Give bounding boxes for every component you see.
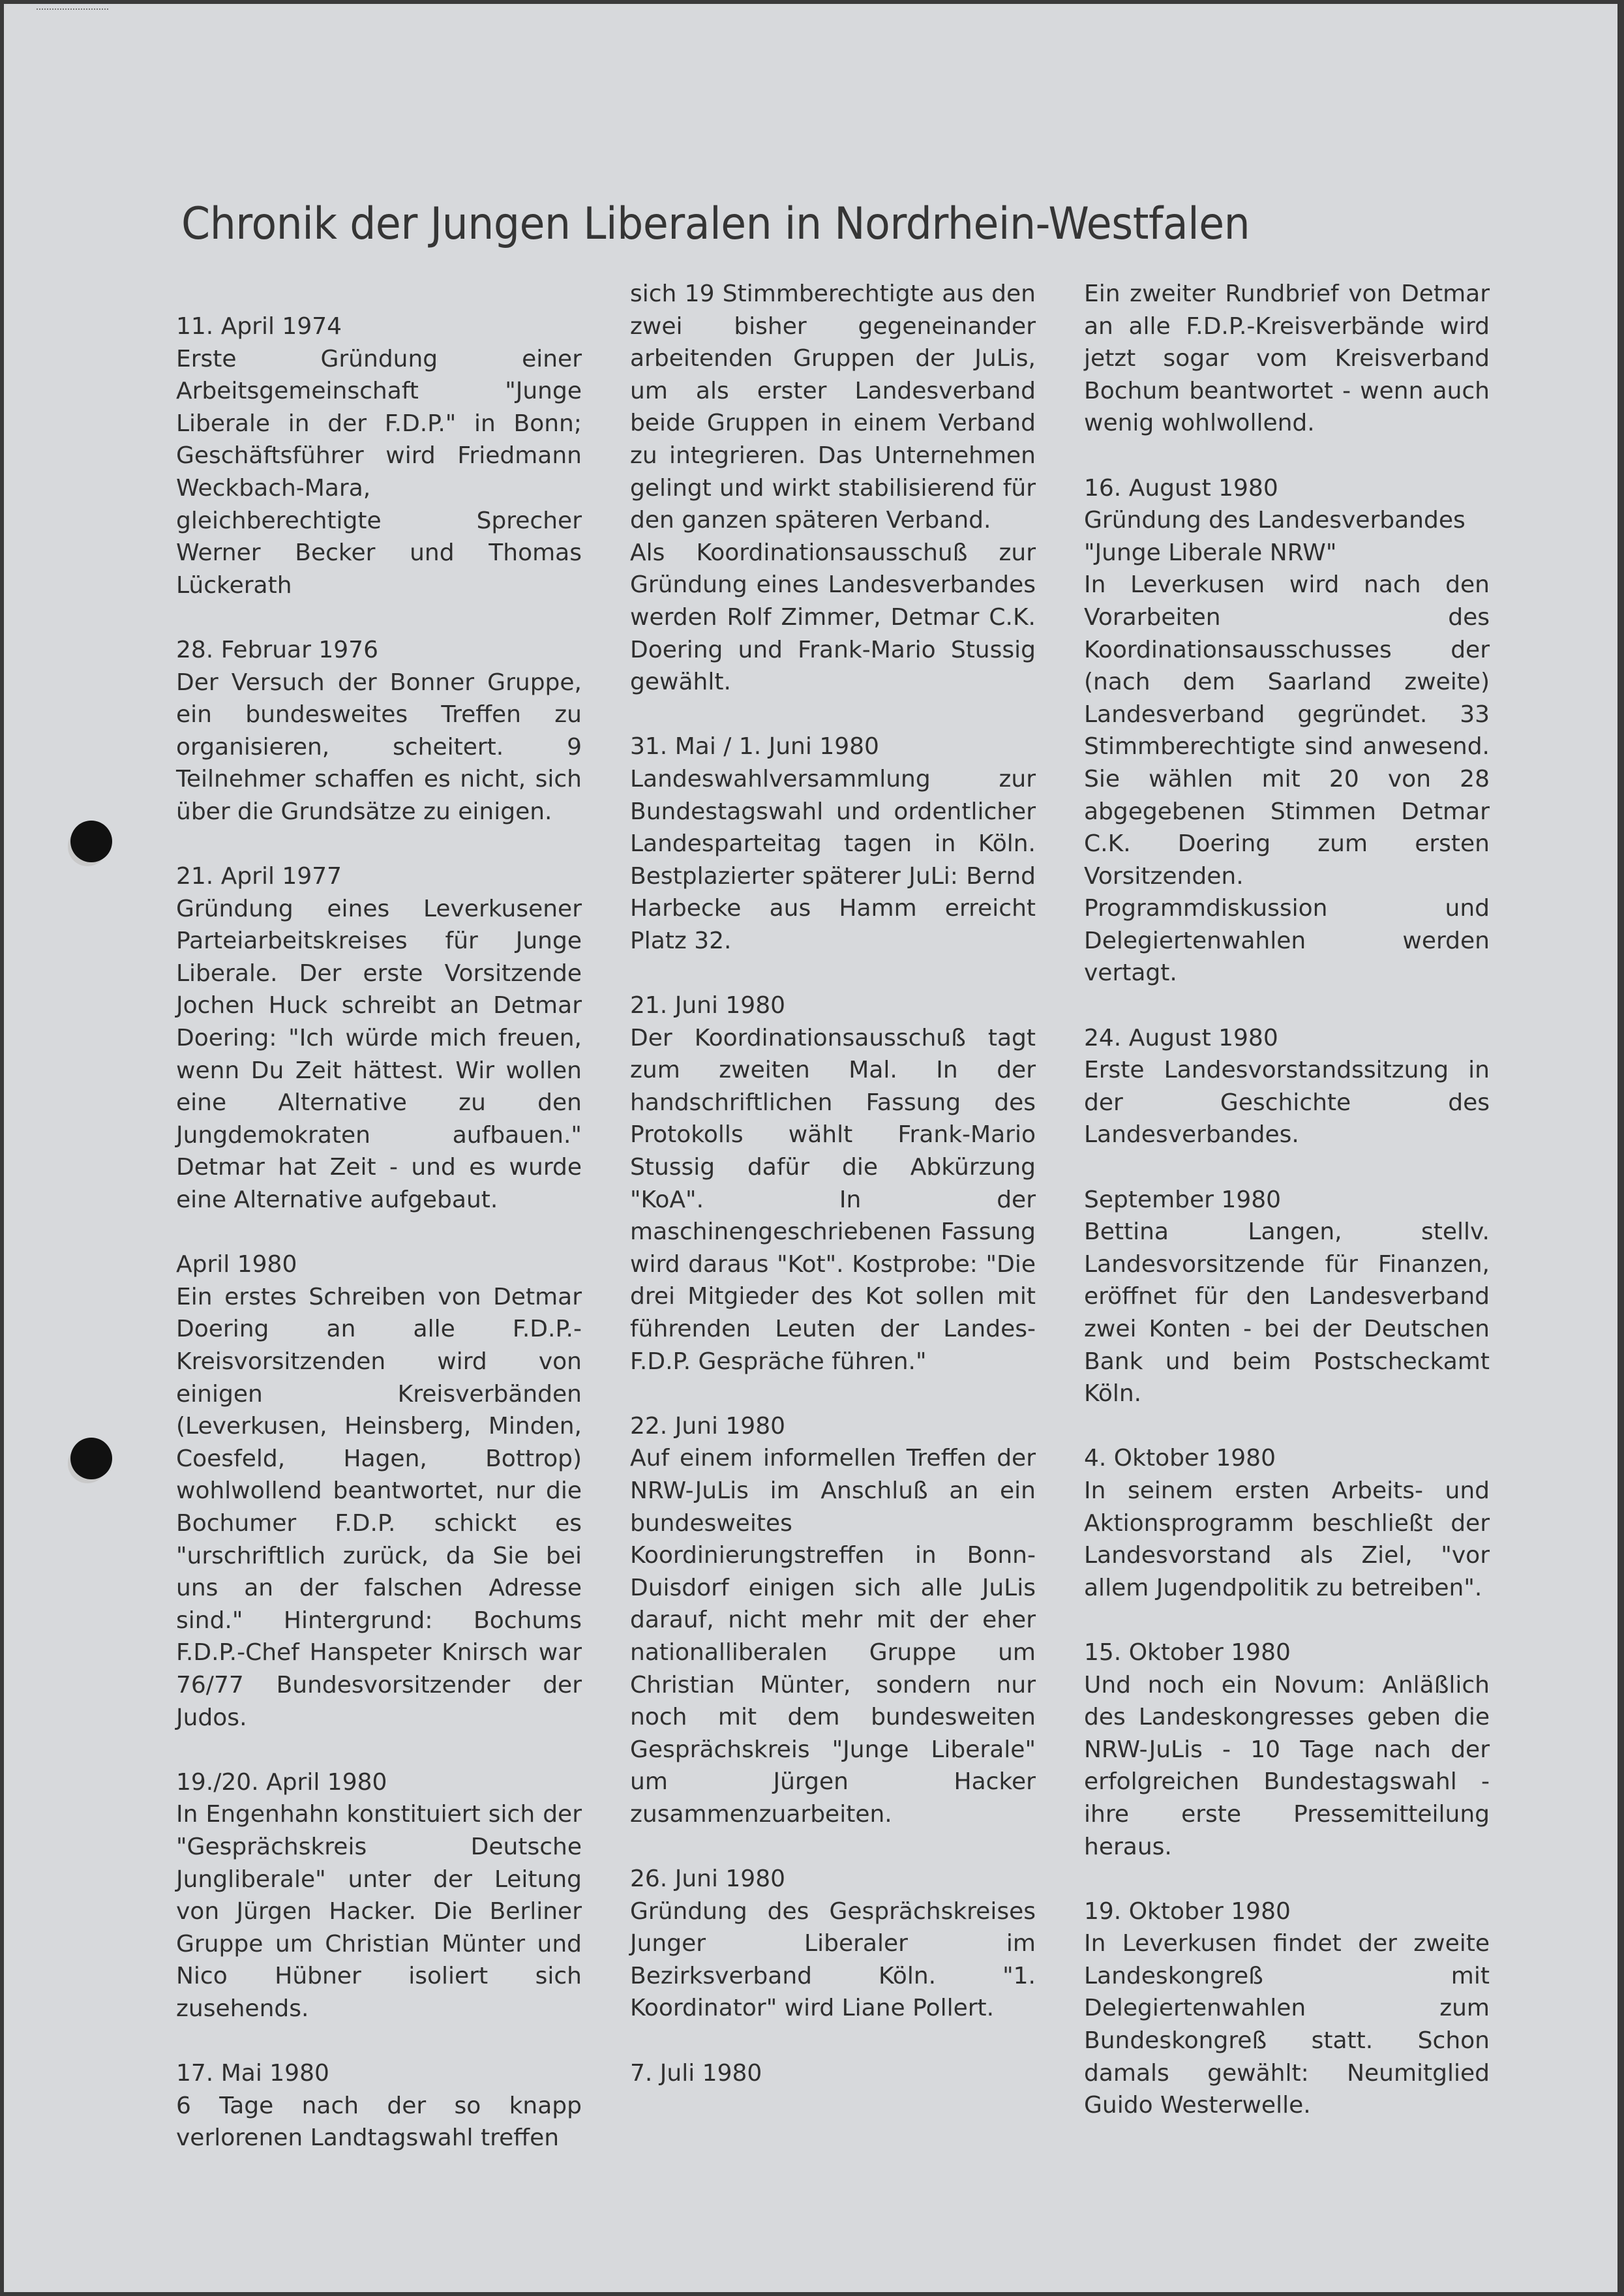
entry-date: 24. August 1980: [1084, 1024, 1278, 1051]
chronicle-entry: [1084, 1022, 1490, 1151]
chronicle-entry: [176, 2057, 582, 2154]
entry-text-continued: Als Koordinationsausschuß zur Gründung eines Landesverbandes werden Rolf Zimmer, Detmar C.K. Doering und Frank-Mario Stussig gewählt.: [630, 539, 1036, 696]
entry-text: Gründung des Gesprächskreises Junger Liberaler im Bezirksverband Köln. "1. Koordinator" wird Liane Pollert.: [630, 1897, 1036, 2022]
entry-text: In Leverkusen wird nach den Vorarbeiten des Koordinationsausschusses der (nach dem Saarland zweite) Landesverband gegründet. 33 Stimmberechtigte sind anwesend. Sie wählen mit 20 von 28 abgegebenen Stimmen Detmar C.K. Doering zum ersten Vorsitzenden. Programmdiskussion und Delegiertenwahlen werden vertagt.: [1084, 571, 1490, 987]
scan-artifact: [37, 7, 108, 10]
entry-date: 21. April 1977: [176, 863, 342, 890]
column-1: [176, 310, 582, 2154]
entry-date: 4. Oktober 1980: [1084, 1445, 1276, 1472]
entry-text: In Engenhahn konstituiert sich der "Gesprächskreis Deutsche Jungliberale" unter der Leitung von Jürgen Hacker. Die Berliner Gruppe um Christian Münter und Nico Hübner isoliert sich zusehends.: [176, 1801, 582, 2022]
entry-date: 17. Mai 1980: [176, 2060, 329, 2087]
punch-hole: [70, 821, 112, 862]
entry-text: Erste Gründung einer Arbeitsgemeinschaft "Junge Liberale in der F.D.P." in Bonn; Geschäftsführer wird Friedmann Weckbach-Mara, gleichberechtigte Sprecher Werner Becker und Thomas Lückerath: [176, 345, 582, 599]
document-page: [4, 4, 1617, 2292]
entry-date: 31. Mai / 1. Juni 1980: [630, 733, 879, 761]
chronicle-entry: [630, 2057, 1036, 2090]
punch-hole: [70, 1438, 112, 1479]
page-title: Chronik der Jungen Liberalen in Nordrhein-Westfalen: [181, 198, 1250, 250]
entry-text: Gründung eines Leverkusener Parteiarbeitskreises für Junge Liberale. Der erste Vorsitzende Jochen Huck schreibt an Detmar Doering: "Ich würde mich freuen, wenn Du Zeit hättest. Wir wollen eine Alternative zu den Jungdemokraten aufbauen." Detmar hat Zeit - und es wurde eine Alternative aufgebaut.: [176, 895, 582, 1214]
chronicle-entry: [176, 1248, 582, 1734]
entry-date: April 1980: [176, 1251, 297, 1278]
chronicle-entry: [1084, 472, 1490, 990]
entry-text: Landeswahlversammlung zur Bundestagswahl und ordentlicher Landesparteitag tagen in Köln. Bestplazierter späterer JuLi: Bernd Harbecke aus Hamm erreicht Platz 32.: [630, 765, 1036, 954]
entry-date: 21. Juni 1980: [630, 992, 786, 1020]
column-2: [630, 278, 1036, 2089]
chronicle-entry: [630, 1863, 1036, 2025]
entry-date: September 1980: [1084, 1186, 1282, 1213]
entry-text: In seinem ersten Arbeits- und Aktionsprogramm beschließt der Landesvorstand als Ziel, "vor allem Jugendpolitik zu betreiben".: [1084, 1477, 1490, 1601]
entry-date: 11. April 1974: [176, 313, 342, 340]
entry-date: 26. Juni 1980: [630, 1865, 786, 1893]
column-3: [1084, 278, 1490, 2122]
entry-text-continued: Ein zweiter Rundbrief von Detmar an alle F.D.P.-Kreisverbände wird jetzt sogar vom Kreisverband Bochum beantwortet - wenn auch wenig wohlwollend.: [1084, 280, 1490, 437]
entry-text: Bettina Langen, stellv. Landesvorsitzende für Finanzen, eröffnet für den Landesverband zwei Konten - bei der Deutschen Bank und beim Postscheckamt Köln.: [1084, 1218, 1490, 1408]
chronicle-entry-continued: [1084, 278, 1490, 440]
entry-text: Ein erstes Schreiben von Detmar Doering an alle F.D.P.-Kreisvorsitzenden wird von einigen Kreisverbänden (Leverkusen, Heinsberg, Minden, Coesfeld, Hagen, Bottrop) wohlwollend beantwortet, nur die Bochumer F.D.P. schickt es "urschriftlich zurück, da Sie bei uns an der falschen Adresse sind." Hintergrund: Bochums F.D.P.-Chef Hanspeter Knirsch war 76/77 Bundesvorsitzender der Judos.: [176, 1283, 582, 1731]
chronicle-entry: [1084, 1184, 1490, 1410]
chronicle-entry: [176, 634, 582, 828]
entry-subtitle: Gründung des Landesverbandes "Junge Liberale NRW": [1084, 507, 1466, 566]
entry-date: 16. August 1980: [1084, 474, 1278, 502]
chronicle-entry: [176, 310, 582, 601]
chronicle-entry: [630, 731, 1036, 957]
chronicle-entry: [1084, 1442, 1490, 1604]
entry-text: In Leverkusen findet der zweite Landeskongreß mit Delegiertenwahlen zum Bundeskongreß statt. Schon damals gewählt: Neumitglied Guido Westerwelle.: [1084, 1930, 1490, 2119]
entry-text: Erste Landesvorstandssitzung in der Geschichte des Landesverbandes.: [1084, 1057, 1490, 1149]
chronicle-entry-continued: [630, 278, 1036, 699]
entry-date: 15. Oktober 1980: [1084, 1639, 1291, 1666]
entry-date: 19. Oktober 1980: [1084, 1897, 1291, 1925]
entry-date: 19./20. April 1980: [176, 1768, 387, 1796]
entry-date: 7. Juli 1980: [630, 2059, 762, 2087]
chronicle-entry: [630, 989, 1036, 1378]
entry-text: Und noch ein Novum: Anläßlich des Landeskongresses geben die NRW-JuLis - 10 Tage nach der erfolgreichen Bundestagswahl - ihre erste Pressemitteilung heraus.: [1084, 1671, 1490, 1860]
entry-text: Der Versuch der Bonner Gruppe, ein bundesweites Treffen zu organisieren, scheitert. 9 Teilnehmer schaffen es nicht, sich über die Grundsätze zu einigen.: [176, 669, 582, 825]
entry-text: Auf einem informellen Treffen der NRW-JuLis im Anschluß an ein bundesweites Koordinierungstreffen in Bonn-Duisdorf einigen sich alle JuLis darauf, nicht mehr mit der eher nationalliberalen Gruppe um Christian Münter, sondern nur noch mit dem bundesweiten Gesprächskreis "Junge Liberale" um Jürgen Hacker zusammenzuarbeiten.: [630, 1445, 1036, 1828]
chronicle-entry: [1084, 1637, 1490, 1863]
entry-date: 28. Februar 1976: [176, 636, 378, 663]
entry-text: 6 Tage nach der so knapp verlorenen Landtagswahl treffen: [176, 2092, 582, 2152]
entry-text: Der Koordinationsausschuß tagt zum zweiten Mal. In der handschriftlichen Fassung des Protokolls wählt Frank-Mario Stussig dafür die Abkürzung "KoA". In der maschinengeschriebenen Fassung wird daraus "Kot". Kostprobe: "Die drei Mitgieder des Kot sollen mit führenden Leuten der Landes-F.D.P. Gespräche führen.": [630, 1024, 1036, 1375]
entry-text-continued: sich 19 Stimmberechtigte aus den zwei bisher gegeneinander arbeitenden Gruppen der JuLis, um als erster Landesverband beide Gruppen in einem Verband zu integrieren. Das Unternehmen gelingt und wirkt stabilisierend für den ganzen späteren Verband.: [630, 280, 1036, 534]
chronicle-entry: [630, 1410, 1036, 1831]
chronicle-entry: [176, 1766, 582, 2025]
chronicle-entry: [1084, 1896, 1490, 2122]
entry-date: 22. Juni 1980: [630, 1412, 786, 1440]
chronicle-entry: [176, 860, 582, 1216]
